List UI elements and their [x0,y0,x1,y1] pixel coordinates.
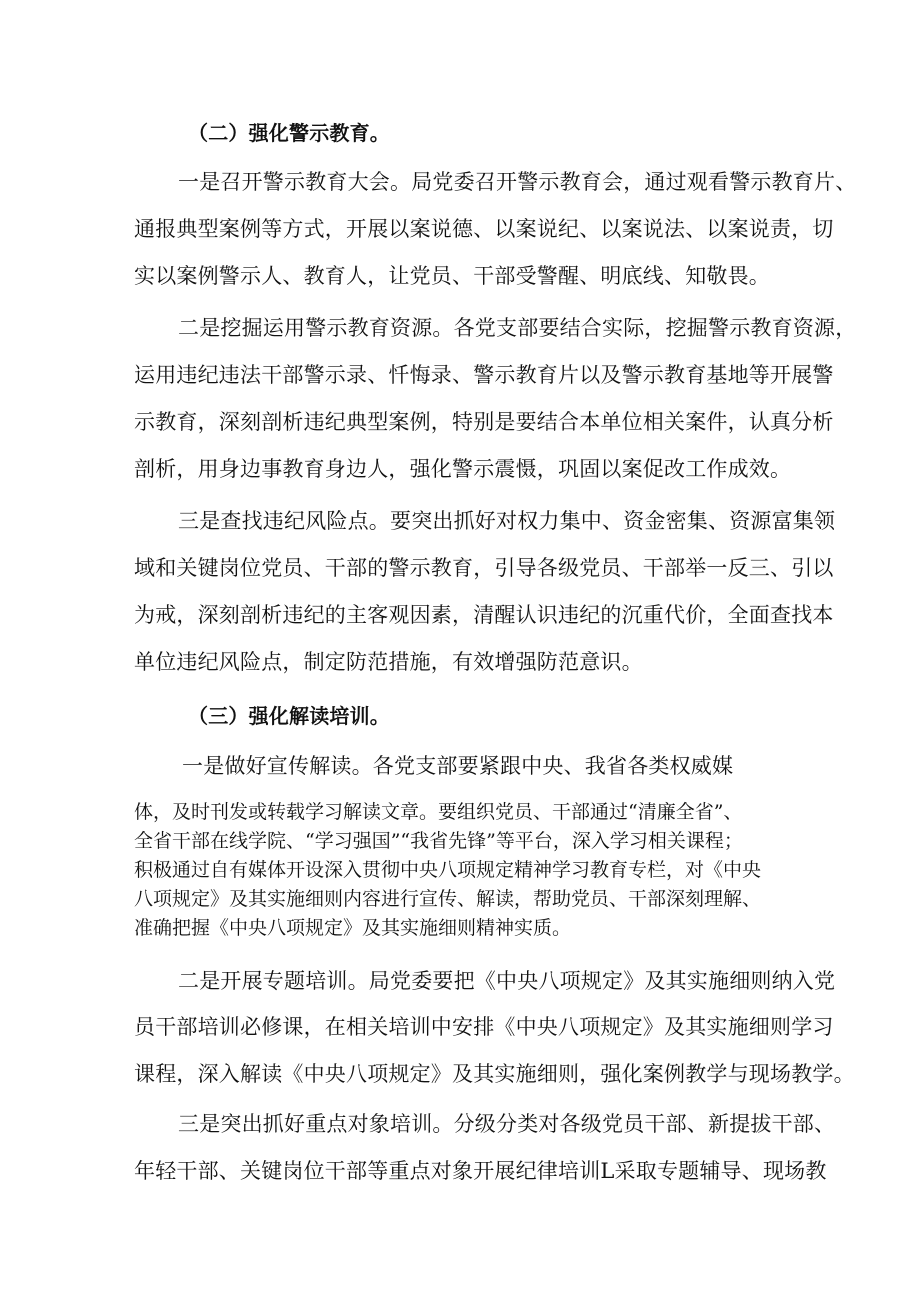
paragraph-line: 准确把握《中央八项规定》及其实施细则精神实质。 [134,917,572,939]
paragraph-line: 二是开展专题培训。局党委要把《中央八项规定》及其实施细则纳入党 [178,969,836,993]
paragraph-line: 三是查找违纪风险点。要突出抓好对权力集中、资金密集、资源富集领 [178,509,836,533]
paragraph-line: 积极通过自有媒体开设深入贯彻中央八项规定精神学习教育专栏，对《中央 [134,859,762,881]
paragraph-line: 实以案例警示人、教育人，让党员、干部受警醒、明底线、知敬畏。 [134,264,770,288]
paragraph-line: 体，及时刊发或转载学习解读文章。要组织党员、干部通过“清廉全省”、 [134,801,743,823]
paragraph-line: 通报典型案例等方式，开展以案说德、以案说纪、以案说法、以案说责，切 [134,217,834,241]
paragraph-line: 示教育，深刻剖析违纪典型案例，特别是要结合本单位相关案件，认真分析 [134,410,834,434]
paragraph-line: 为戒，深刻剖析违纪的主客观因素，清醒认识违纪的沉重代价，全面查找本 [134,603,834,627]
paragraph-line: 课程，深入解读《中央八项规定》及其实施细则，强化案例教学与现场教学。 [134,1062,855,1086]
paragraph-line: 一是做好宣传解读。各党支部要紧跟中央、我省各类权威媒 [182,754,734,778]
section-heading-2: （二）强化警示教育。 [188,121,390,145]
paragraph-line: 一是召开警示教育大会。局党委召开警示教育会，通过观看警示教育片、 [178,170,857,194]
paragraph-line: 员干部培训必修课，在相关培训中安排《中央八项规定》及其实施细则学习 [134,1015,834,1039]
paragraph-line: 八项规定》及其实施细则内容进行宣传、解读，帮助党员、干部深刻理解、 [134,888,762,910]
paragraph-line: 运用违纪违法干部警示录、忏悔录、警示教育片以及警示教育基地等开展警 [134,363,834,387]
paragraph-line: 域和关键岗位党员、干部的警示教育，引导各级党员、干部举一反三、引以 [134,556,834,580]
paragraph-line: 全省干部在线学院、“学习强国”“我省先锋”等平台，深入学习相关课程； [134,830,743,852]
paragraph-line: 年轻干部、关键岗位干部等重点对象开展纪律培训L采取专题辅导、现场教 [134,1159,827,1183]
paragraph-line: 二是挖掘运用警示教育资源。各党支部要结合实际，挖掘警示教育资源， [178,316,857,340]
paragraph-line: 三是突出抓好重点对象培训。分级分类对各级党员干部、新提拔干部、 [178,1112,836,1136]
paragraph-line: 剖析，用身边事教育身边人，强化警示震慑，巩固以案促改工作成效。 [134,457,792,481]
section-heading-3: （三）强化解读培训。 [188,704,390,728]
paragraph-line: 单位违纪风险点，制定防范措施，有效增强防范意识。 [134,650,643,674]
